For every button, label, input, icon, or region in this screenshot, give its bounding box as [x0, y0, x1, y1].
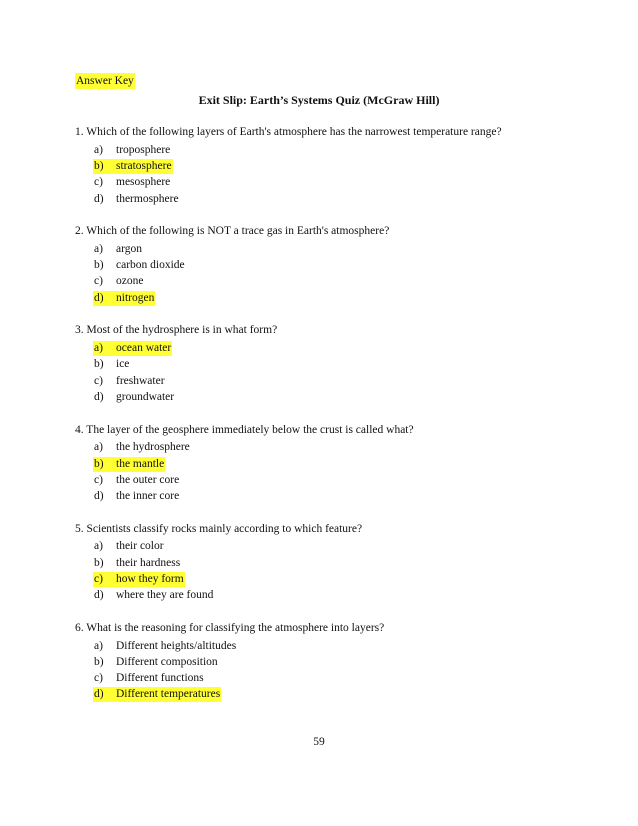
answer-option [93, 654, 595, 670]
option-content [93, 457, 165, 472]
option-content [93, 639, 237, 654]
option-content [93, 143, 171, 158]
option-text: ice [116, 358, 130, 371]
option-text: ocean water [116, 342, 172, 355]
option-text: where they are found [116, 589, 214, 602]
option-letter: b) [94, 655, 104, 668]
answer-option-correct [93, 158, 595, 174]
answer-option [93, 357, 595, 373]
answer-option [93, 539, 595, 555]
option-text: the inner core [116, 490, 180, 503]
option-letter: d) [94, 589, 104, 602]
option-text: argon [116, 242, 142, 255]
option-letter: a) [94, 342, 103, 355]
option-content [93, 242, 143, 257]
option-letter: c) [94, 374, 103, 387]
answer-option [93, 373, 595, 389]
question-text: 2. Which of the following is NOT a trace gas in Earth's atmosphere? [75, 225, 390, 238]
question-text: 1. Which of the following layers of Earth's atmosphere has the narrowest temperature range? [75, 126, 502, 138]
option-letter: c) [94, 473, 103, 486]
question-block [75, 521, 595, 604]
question-text: 4. The layer of the geosphere immediately below the crust is called what? [75, 423, 414, 436]
question-block [75, 422, 595, 505]
option-content [93, 175, 171, 190]
answer-option [93, 588, 595, 604]
answer-option [93, 671, 595, 687]
page-number: 59 [313, 736, 325, 748]
option-content [93, 489, 180, 504]
answer-option-correct [93, 290, 595, 306]
option-text: mesosphere [116, 176, 171, 189]
option-letter: d) [94, 688, 104, 701]
answer-option-correct [93, 340, 595, 356]
answer-option [93, 175, 595, 191]
answer-option [93, 257, 595, 273]
option-letter: a) [94, 441, 103, 454]
option-text: ozone [116, 275, 144, 288]
option-letter: d) [94, 291, 104, 304]
option-letter: d) [94, 490, 104, 503]
option-text: groundwater [116, 390, 175, 403]
option-text: the outer core [116, 473, 180, 486]
option-text: Different functions [116, 672, 204, 685]
answer-option-correct [93, 571, 595, 587]
question-text: 6. What is the reasoning for classifying the atmosphere into layers? [75, 621, 385, 634]
page-title: Exit Slip: Earth’s Systems Quiz (McGraw Hill) [198, 93, 440, 107]
answer-option [93, 241, 595, 257]
answer-option [93, 638, 595, 654]
option-content [93, 274, 144, 289]
option-content [93, 440, 191, 455]
option-letter: a) [94, 540, 103, 553]
question-block [75, 223, 595, 306]
option-letter: b) [94, 457, 104, 470]
answer-key-label: Answer Key [76, 75, 134, 87]
option-text: Different composition [116, 655, 218, 668]
answer-option-correct [93, 456, 595, 472]
option-text: their color [116, 540, 164, 553]
option-content [93, 556, 181, 571]
question-block [75, 620, 595, 703]
option-text: the mantle [116, 457, 165, 470]
option-letter: b) [94, 556, 104, 569]
option-letter: c) [94, 176, 103, 189]
option-content [93, 655, 219, 670]
question-list [75, 124, 595, 719]
option-content [93, 159, 173, 174]
option-content [93, 588, 214, 603]
answer-option-correct [93, 687, 595, 703]
option-letter: b) [94, 358, 104, 371]
option-content [93, 390, 175, 405]
answer-option [93, 555, 595, 571]
option-letter: a) [94, 639, 103, 652]
option-content [93, 258, 186, 273]
option-content [93, 341, 172, 356]
option-text: stratosphere [116, 159, 172, 172]
option-content [93, 357, 130, 372]
option-letter: d) [94, 192, 104, 205]
option-letter: c) [94, 572, 103, 585]
answer-option [93, 440, 595, 456]
option-content [93, 192, 180, 207]
option-text: freshwater [116, 374, 165, 387]
option-text: carbon dioxide [116, 259, 185, 272]
question-text: 3. Most of the hydrosphere is in what form? [75, 324, 278, 337]
option-content [93, 539, 165, 554]
option-letter: a) [94, 242, 103, 255]
question-text: 5. Scientists classify rocks mainly according to which feature? [75, 522, 363, 535]
question-block [75, 322, 595, 405]
option-letter: b) [94, 259, 104, 272]
answer-option [93, 389, 595, 405]
answer-option [93, 274, 595, 290]
option-text: their hardness [116, 556, 181, 569]
option-text: how they form [116, 572, 184, 585]
option-content [93, 374, 166, 389]
option-letter: c) [94, 672, 103, 685]
option-letter: c) [94, 275, 103, 288]
option-content [93, 291, 155, 306]
answer-option [93, 191, 595, 207]
option-text: the hydrosphere [116, 441, 190, 454]
option-content [93, 671, 205, 686]
option-text: nitrogen [116, 291, 155, 304]
option-content [93, 687, 221, 702]
option-content [93, 572, 185, 587]
option-text: troposphere [116, 143, 171, 156]
answer-option [93, 488, 595, 504]
option-letter: d) [94, 390, 104, 403]
question-block [75, 124, 595, 207]
option-text: Different heights/altitudes [116, 639, 237, 652]
option-letter: b) [94, 159, 104, 172]
option-content [93, 473, 180, 488]
option-letter: a) [94, 143, 103, 156]
answer-option [93, 142, 595, 158]
answer-option [93, 472, 595, 488]
option-text: Different temperatures [116, 688, 221, 701]
option-text: thermosphere [116, 192, 179, 205]
